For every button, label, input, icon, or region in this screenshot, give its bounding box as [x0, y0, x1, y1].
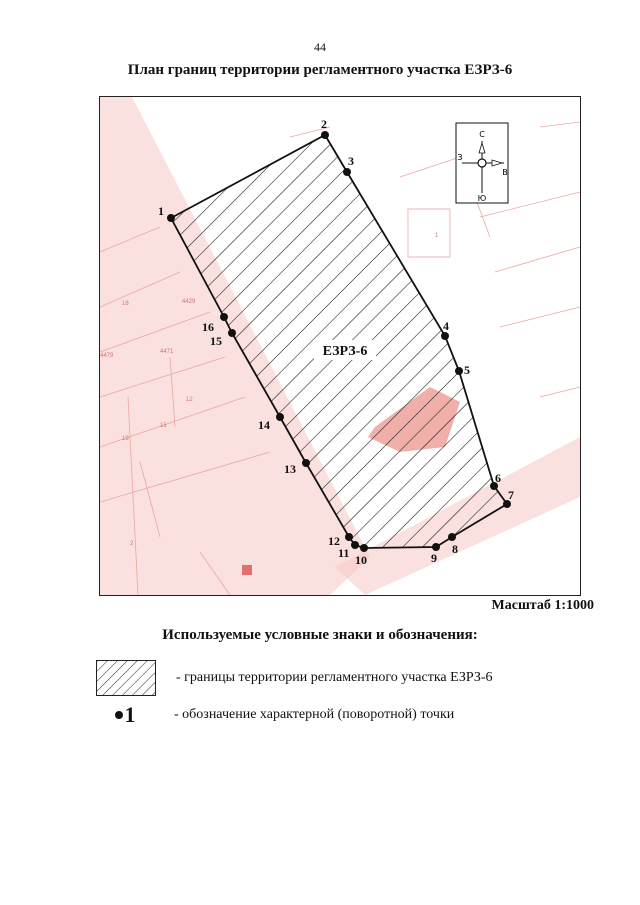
- point-marker: [343, 168, 351, 176]
- point-marker: [448, 533, 456, 541]
- point-label: 14: [258, 418, 270, 432]
- map-frame: [99, 96, 581, 596]
- legend-item-boundary: [96, 660, 493, 696]
- point-marker: [441, 332, 449, 340]
- point-label: 9: [431, 551, 437, 565]
- point-label: 5: [464, 363, 470, 377]
- parcel-number: 15: [160, 423, 167, 429]
- point-label: 11: [338, 546, 350, 560]
- parcel-number: 19: [122, 436, 129, 442]
- scale-label: Масштаб 1:1000: [491, 598, 594, 613]
- point-symbol: [96, 702, 154, 728]
- point-marker: [455, 367, 463, 375]
- page-number: 44: [314, 40, 326, 54]
- point-label: 13: [284, 462, 296, 476]
- compass-north: С: [479, 130, 485, 139]
- compass-south: Ю: [477, 194, 487, 203]
- parcel-number: 2: [130, 541, 134, 547]
- point-marker: [167, 214, 175, 222]
- legend-title: Используемые условные знаки и обозначения:: [162, 627, 478, 643]
- point-marker: [321, 131, 329, 139]
- compass-rose: [456, 123, 508, 203]
- point-label: 16: [202, 320, 214, 334]
- point-marker: [360, 544, 368, 552]
- parcel-number: 4471: [160, 349, 174, 355]
- zone-label: ЕЗРЗ-6: [322, 344, 368, 359]
- point-symbol-number: 1: [124, 702, 136, 727]
- point-label: 6: [495, 471, 501, 485]
- legend-text: - обозначение характерной (поворотной) точки: [174, 707, 455, 722]
- boundary-map: [100, 97, 580, 595]
- point-marker: [220, 313, 228, 321]
- point-marker: [302, 459, 310, 467]
- point-marker: [351, 541, 359, 549]
- parcel-number: 4479: [100, 353, 114, 359]
- point-label: 10: [355, 553, 367, 567]
- parcel-number: 4429: [182, 299, 196, 305]
- point-label: 2: [321, 117, 327, 131]
- point-label: 3: [348, 154, 354, 168]
- point-label: 4: [443, 319, 449, 333]
- compass-east: В: [502, 168, 508, 177]
- point-label: 1: [158, 204, 164, 218]
- point-marker: [432, 543, 440, 551]
- hatch-swatch-icon: [96, 660, 156, 696]
- point-label: 7: [508, 488, 514, 502]
- point-marker: [345, 533, 353, 541]
- point-marker: [228, 329, 236, 337]
- parcel-number: 18: [122, 301, 129, 307]
- legend-item-point: [96, 702, 454, 728]
- point-label: 8: [452, 542, 458, 556]
- cadastral-lot: [408, 209, 450, 257]
- point-label: 12: [328, 534, 340, 548]
- point-dot-icon: [115, 711, 123, 719]
- parcel-number: 1: [435, 233, 439, 239]
- legend-text: - границы территории регламентного участка ЕЗРЗ-6: [176, 670, 493, 685]
- point-label: 15: [210, 334, 222, 348]
- compass-west: З: [457, 153, 463, 162]
- building-small: [242, 565, 252, 575]
- point-marker: [276, 413, 284, 421]
- parcel-number: 12: [186, 397, 193, 403]
- plan-title: План границ территории регламентного участка ЕЗРЗ-6: [127, 62, 513, 78]
